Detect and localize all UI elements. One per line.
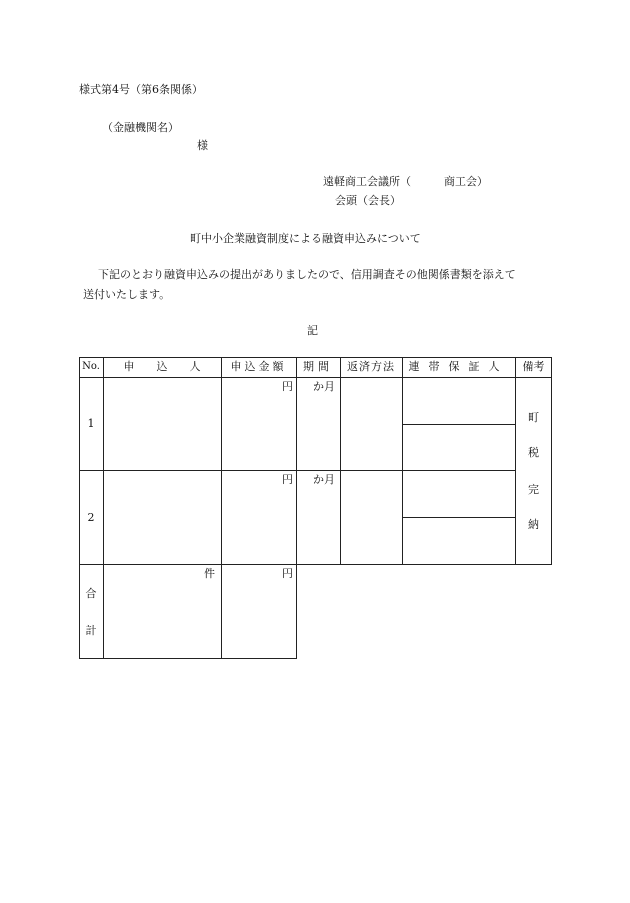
total-label-bottom: 計 (85, 624, 97, 637)
table-border (515, 357, 516, 565)
table-border (79, 658, 297, 659)
sender-title: 会頭（会長） (335, 194, 401, 207)
header-no: No. (82, 361, 100, 372)
header-guarantor: 連帯保証人 (408, 360, 509, 373)
header-remarks: 備考 (522, 360, 545, 373)
table-border (79, 377, 552, 378)
row-1-amount-unit: 円 (282, 380, 293, 393)
total-count-unit: 件 (204, 567, 215, 580)
table-border (79, 564, 552, 565)
total-label-top: 合 (85, 587, 97, 600)
remarks-char: 税 (528, 446, 539, 459)
remarks-char: 納 (528, 518, 539, 531)
table-border (296, 357, 297, 659)
row-1-period-unit: か月 (313, 380, 335, 393)
remarks-char: 町 (528, 411, 539, 424)
body-line-1: 下記のとおり融資申込みの提出がありましたので、信用調査その他関係書類を添えて (98, 268, 516, 281)
body-line-2: 送付いたします。 (83, 288, 171, 301)
row-2-amount-unit: 円 (282, 473, 293, 486)
honorific: 様 (197, 139, 208, 152)
table-border (79, 357, 80, 659)
header-amount: 申込金額 (230, 360, 287, 373)
table-border (340, 357, 341, 565)
row-2-period-unit: か月 (313, 473, 335, 486)
form-number: 様式第4号（第6条関係） (79, 83, 203, 96)
row-1-no: 1 (87, 417, 95, 430)
application-table (79, 357, 552, 659)
table-border (551, 357, 552, 565)
institution-name: （金融機関名） (102, 121, 179, 134)
header-applicant: 申 込 人 (123, 360, 201, 373)
total-amount-unit: 円 (282, 567, 293, 580)
table-border (402, 424, 515, 425)
table-border (402, 357, 403, 565)
table-border (79, 470, 515, 471)
row-2-no: 2 (87, 511, 95, 524)
table-border (103, 357, 104, 659)
ki-marker: 記 (307, 324, 318, 337)
subject: 町中小企業融資制度による融資申込みについて (190, 232, 421, 245)
sender-org: 遠軽商工会議所（ 商工会） (323, 175, 488, 188)
table-border (79, 357, 552, 358)
header-repayment: 返済方法 (347, 360, 395, 373)
table-border (402, 517, 515, 518)
header-period: 期間 (303, 360, 333, 373)
remarks-char: 完 (528, 483, 539, 496)
table-border (221, 357, 222, 659)
